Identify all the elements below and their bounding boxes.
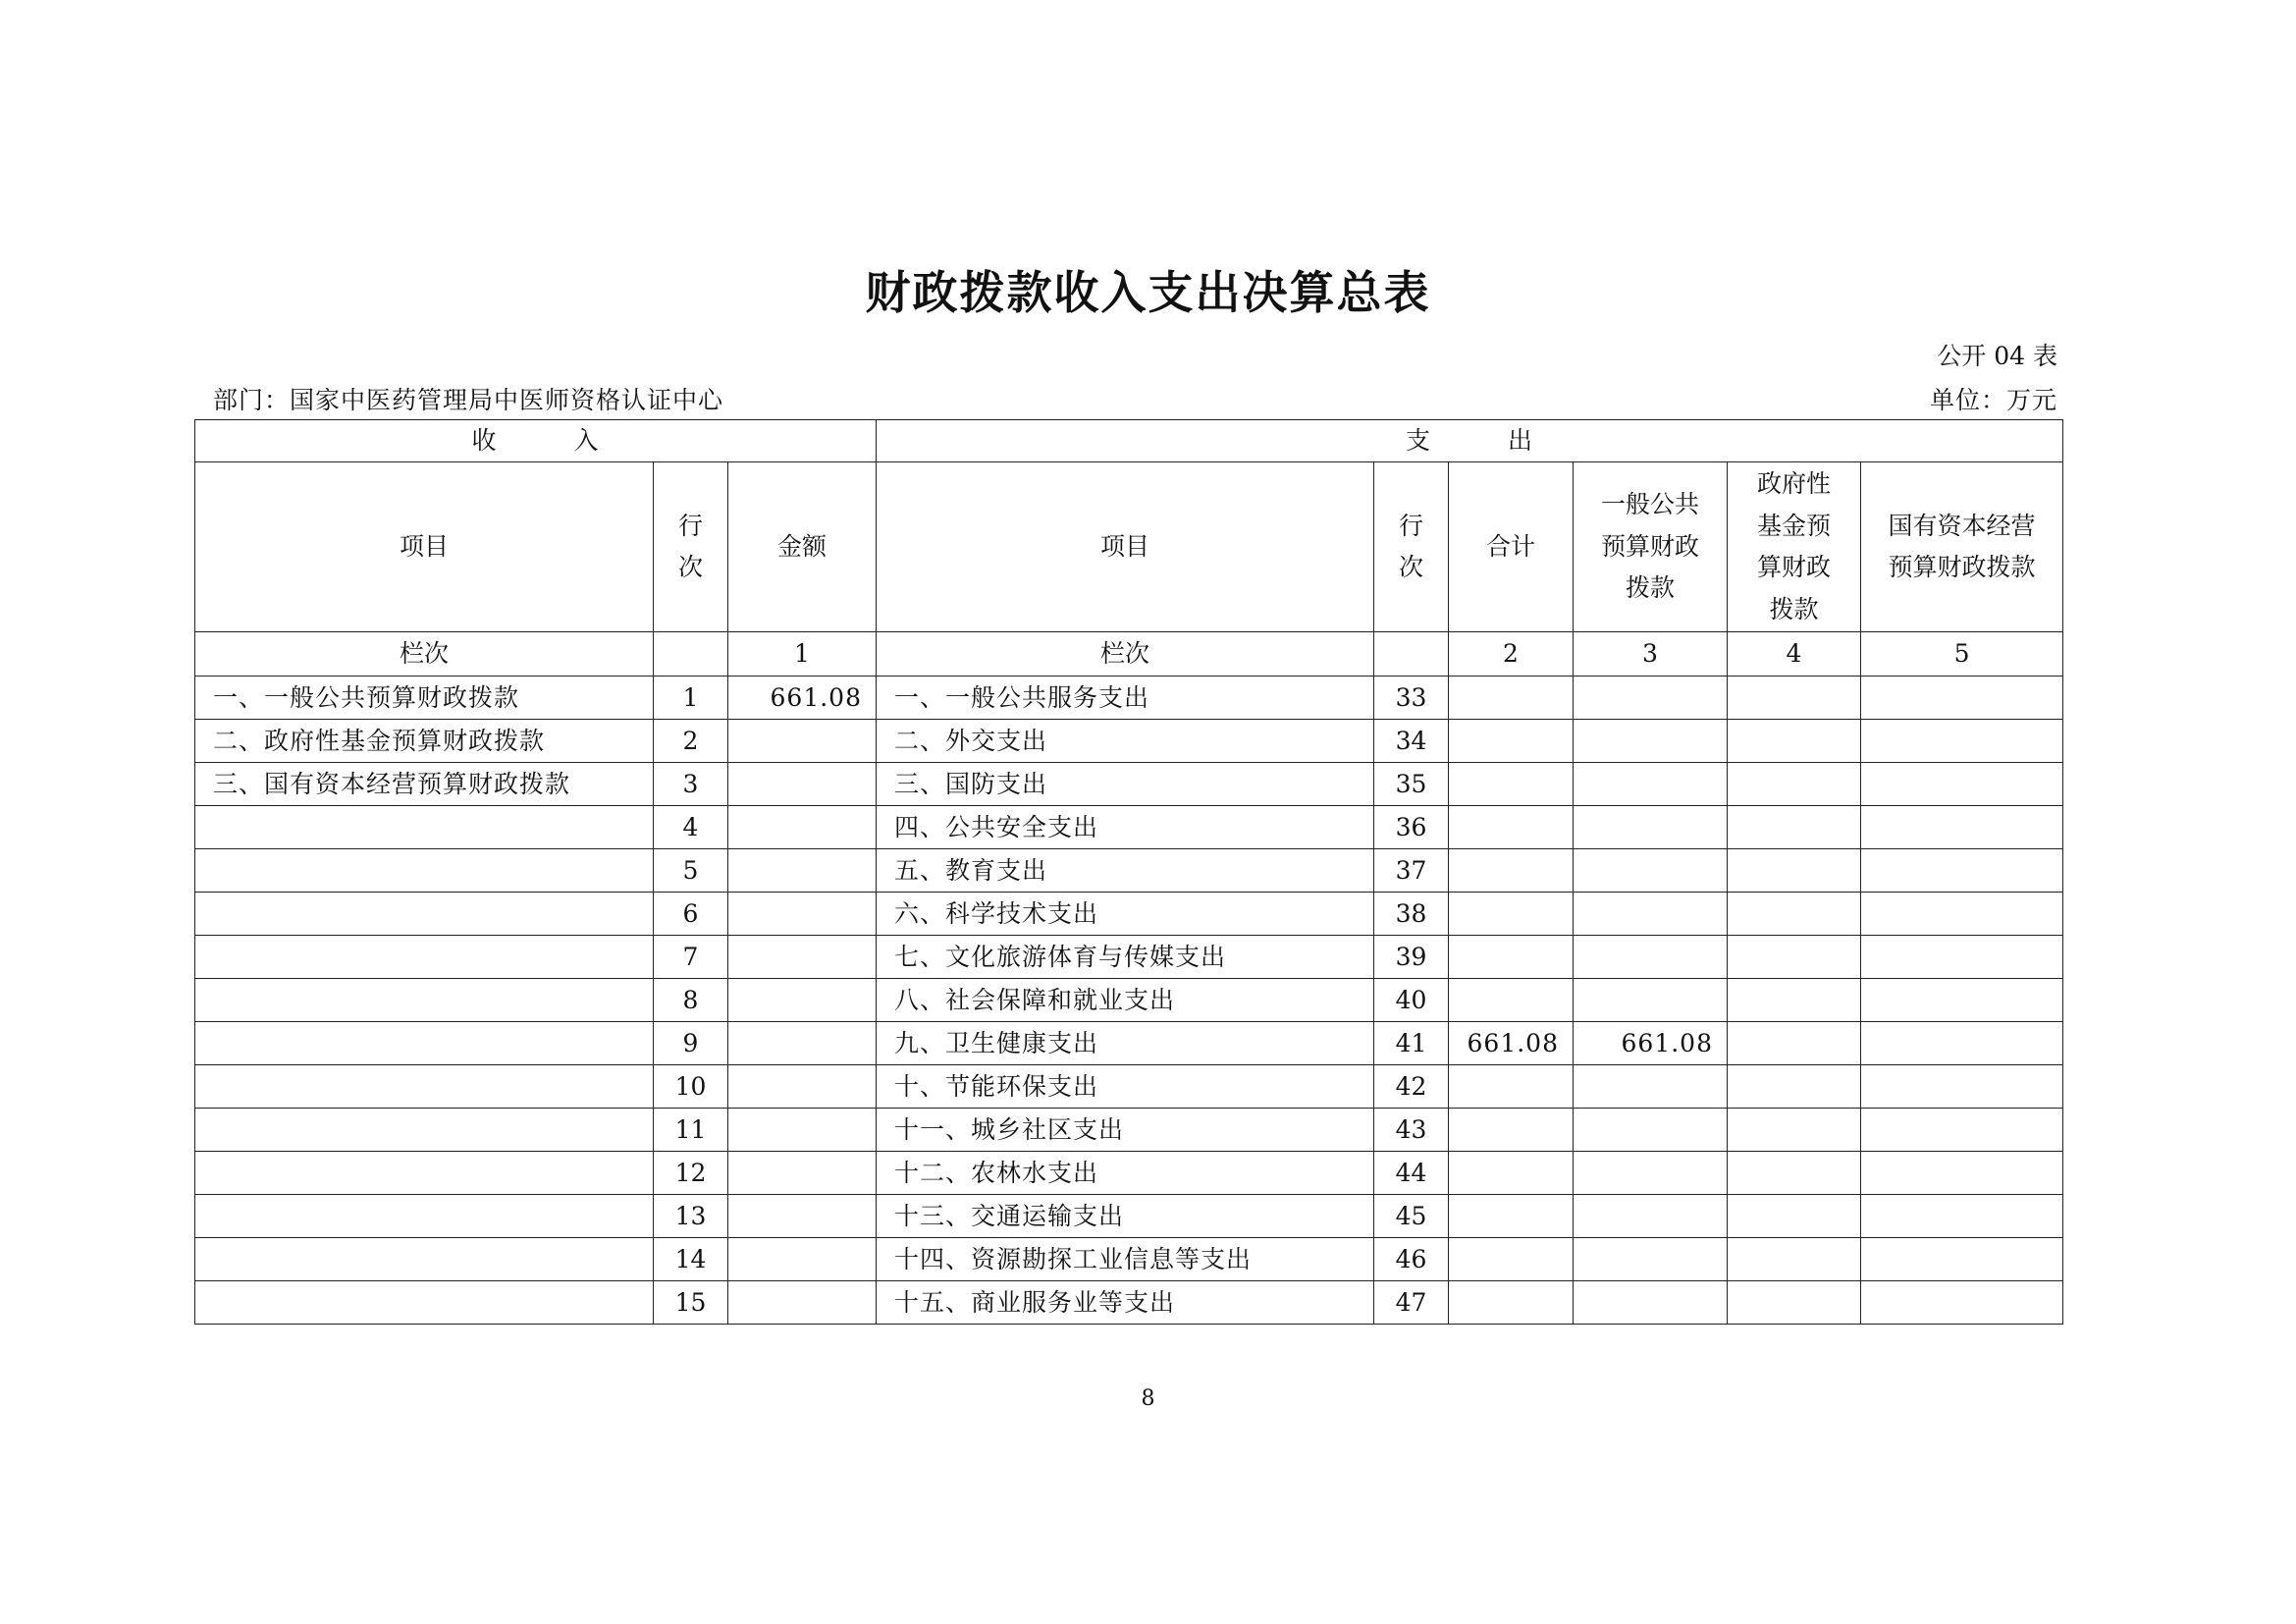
table-row: [195, 849, 2063, 893]
income-item-cell: 二、政府性基金预算财政拨款: [195, 720, 654, 763]
income-item-header: 项目: [195, 462, 654, 632]
general-public-cell: [1574, 1195, 1728, 1238]
expense-index-label: 栏次: [877, 632, 1374, 677]
expense-item-cell: 五、教育支出: [877, 849, 1374, 893]
state-capital-cell: [1861, 677, 2063, 720]
expense-item-cell: 十一、城乡社区支出: [877, 1109, 1374, 1152]
department-label: 部门：国家中医药管理局中医师资格认证中心: [213, 386, 724, 414]
gov-fund-cell: [1728, 806, 1861, 849]
expense-item-cell: 八、社会保障和就业支出: [877, 979, 1374, 1022]
expense-line-cell: 47: [1374, 1281, 1449, 1325]
general-public-cell: [1574, 763, 1728, 806]
table-row: [195, 677, 2063, 720]
income-line-header: 行次: [654, 462, 728, 632]
column-index-row: [195, 632, 2063, 677]
income-amount-index: 1: [728, 632, 877, 677]
general-public-header: 一般公共预算财政拨款: [1574, 462, 1728, 632]
state-capital-cell: [1861, 893, 2063, 936]
total-cell: [1449, 1238, 1574, 1281]
income-amount-cell: [728, 763, 877, 806]
expense-item-cell: 二、外交支出: [877, 720, 1374, 763]
gov-fund-header: 政府性基金预算财政拨款: [1728, 462, 1861, 632]
table-row: [195, 763, 2063, 806]
state-capital-index: 5: [1861, 632, 2063, 677]
expense-item-cell: 九、卫生健康支出: [877, 1022, 1374, 1065]
income-amount-cell: [728, 849, 877, 893]
income-section-header: 收 入: [195, 420, 877, 462]
section-header-row: [195, 420, 2063, 462]
page-title: 财政拨款收入支出决算总表: [865, 266, 1431, 319]
income-line-cell: 4: [654, 806, 728, 849]
expense-line-index: [1374, 632, 1449, 677]
expense-item-cell: 七、文化旅游体育与传媒支出: [877, 936, 1374, 979]
expense-item-cell: 六、科学技术支出: [877, 893, 1374, 936]
income-amount-cell: [728, 1065, 877, 1109]
expense-item-cell: 一、一般公共服务支出: [877, 677, 1374, 720]
income-amount-cell: [728, 1022, 877, 1065]
table-row: [195, 893, 2063, 936]
table-row: [195, 1109, 2063, 1152]
state-capital-cell: [1861, 1109, 2063, 1152]
total-cell: [1449, 1281, 1574, 1325]
general-public-index: 3: [1574, 632, 1728, 677]
table-row: [195, 1065, 2063, 1109]
gov-fund-cell: [1728, 1281, 1861, 1325]
total-cell: [1449, 936, 1574, 979]
total-header: 合计: [1449, 462, 1574, 632]
state-capital-cell: [1861, 720, 2063, 763]
income-item-cell: [195, 1152, 654, 1195]
general-public-cell: [1574, 979, 1728, 1022]
expense-line-cell: 35: [1374, 763, 1449, 806]
income-amount-cell: [728, 979, 877, 1022]
state-capital-cell: [1861, 849, 2063, 893]
table-row: [195, 979, 2063, 1022]
income-item-cell: [195, 849, 654, 893]
expense-line-cell: 39: [1374, 936, 1449, 979]
general-public-cell: [1574, 1109, 1728, 1152]
total-cell: [1449, 1152, 1574, 1195]
gov-fund-index: 4: [1728, 632, 1861, 677]
state-capital-cell: [1861, 1152, 2063, 1195]
gov-fund-cell: [1728, 1065, 1861, 1109]
gov-fund-cell: [1728, 893, 1861, 936]
expense-item-cell: 十五、商业服务业等支出: [877, 1281, 1374, 1325]
state-capital-header: 国有资本经营预算财政拨款: [1861, 462, 2063, 632]
income-amount-cell: [728, 1152, 877, 1195]
income-item-cell: [195, 979, 654, 1022]
expense-line-header: 行次: [1374, 462, 1449, 632]
unit-label: 单位：万元: [1929, 386, 2057, 414]
total-cell: [1449, 720, 1574, 763]
state-capital-cell: [1861, 1022, 2063, 1065]
income-amount-cell: [728, 1109, 877, 1152]
gov-fund-cell: [1728, 763, 1861, 806]
general-public-cell: 661.08: [1574, 1022, 1728, 1065]
general-public-cell: [1574, 849, 1728, 893]
table-row: [195, 1281, 2063, 1325]
income-item-cell: [195, 936, 654, 979]
income-amount-cell: [728, 936, 877, 979]
general-public-cell: [1574, 893, 1728, 936]
table-row: [195, 936, 2063, 979]
income-amount-cell: [728, 1281, 877, 1325]
income-line-cell: 10: [654, 1065, 728, 1109]
income-amount-cell: [728, 1238, 877, 1281]
total-cell: [1449, 806, 1574, 849]
total-cell: [1449, 849, 1574, 893]
table-row: [195, 1195, 2063, 1238]
total-cell: [1449, 1109, 1574, 1152]
income-line-cell: 15: [654, 1281, 728, 1325]
income-line-cell: 2: [654, 720, 728, 763]
gov-fund-cell: [1728, 1195, 1861, 1238]
total-cell: 661.08: [1449, 1022, 1574, 1065]
expense-line-cell: 36: [1374, 806, 1449, 849]
table-row: [195, 806, 2063, 849]
gov-fund-cell: [1728, 979, 1861, 1022]
total-cell: [1449, 677, 1574, 720]
state-capital-cell: [1861, 936, 2063, 979]
general-public-cell: [1574, 1281, 1728, 1325]
income-amount-cell: [728, 720, 877, 763]
total-cell: [1449, 763, 1574, 806]
expense-item-header: 项目: [877, 462, 1374, 632]
total-cell: [1449, 1065, 1574, 1109]
state-capital-cell: [1861, 806, 2063, 849]
expense-line-cell: 43: [1374, 1109, 1449, 1152]
page-number: 8: [1141, 1386, 1155, 1411]
income-line-index: [654, 632, 728, 677]
income-line-cell: 14: [654, 1238, 728, 1281]
income-amount-cell: [728, 1195, 877, 1238]
gov-fund-cell: [1728, 849, 1861, 893]
expense-item-cell: 三、国防支出: [877, 763, 1374, 806]
gov-fund-cell: [1728, 1109, 1861, 1152]
general-public-cell: [1574, 1152, 1728, 1195]
state-capital-cell: [1861, 1195, 2063, 1238]
state-capital-cell: [1861, 1065, 2063, 1109]
general-public-cell: [1574, 1065, 1728, 1109]
income-amount-header: 金额: [728, 462, 877, 632]
table-row: [195, 1152, 2063, 1195]
state-capital-cell: [1861, 763, 2063, 806]
income-line-cell: 1: [654, 677, 728, 720]
income-line-cell: 6: [654, 893, 728, 936]
expense-item-cell: 十三、交通运输支出: [877, 1195, 1374, 1238]
income-line-cell: 3: [654, 763, 728, 806]
expense-line-cell: 42: [1374, 1065, 1449, 1109]
state-capital-cell: [1861, 1281, 2063, 1325]
total-cell: [1449, 893, 1574, 936]
income-line-cell: 12: [654, 1152, 728, 1195]
expense-line-cell: 34: [1374, 720, 1449, 763]
general-public-cell: [1574, 1238, 1728, 1281]
gov-fund-cell: [1728, 1238, 1861, 1281]
expense-line-cell: 37: [1374, 849, 1449, 893]
income-item-cell: [195, 1109, 654, 1152]
table-row: [195, 1022, 2063, 1065]
income-item-cell: [195, 806, 654, 849]
general-public-cell: [1574, 720, 1728, 763]
income-line-cell: 7: [654, 936, 728, 979]
gov-fund-cell: [1728, 936, 1861, 979]
table-row: [195, 1238, 2063, 1281]
column-header-row: [195, 462, 2063, 632]
income-item-cell: [195, 1065, 654, 1109]
income-item-cell: [195, 893, 654, 936]
income-item-cell: [195, 1195, 654, 1238]
expense-line-cell: 46: [1374, 1238, 1449, 1281]
income-amount-cell: [728, 893, 877, 936]
income-index-label: 栏次: [195, 632, 654, 677]
total-cell: [1449, 979, 1574, 1022]
expense-section-header: 支 出: [877, 420, 2063, 462]
income-line-cell: 5: [654, 849, 728, 893]
appropriation-summary-table: [194, 419, 2063, 1325]
state-capital-cell: [1861, 1238, 2063, 1281]
income-item-cell: 一、一般公共预算财政拨款: [195, 677, 654, 720]
income-item-cell: [195, 1238, 654, 1281]
income-amount-cell: [728, 806, 877, 849]
general-public-cell: [1574, 806, 1728, 849]
income-amount-cell: 661.08: [728, 677, 877, 720]
expense-item-cell: 十四、资源勘探工业信息等支出: [877, 1238, 1374, 1281]
income-item-cell: 三、国有资本经营预算财政拨款: [195, 763, 654, 806]
expense-item-cell: 十二、农林水支出: [877, 1152, 1374, 1195]
gov-fund-cell: [1728, 1022, 1861, 1065]
income-item-cell: [195, 1281, 654, 1325]
expense-line-cell: 40: [1374, 979, 1449, 1022]
total-cell: [1449, 1195, 1574, 1238]
gov-fund-cell: [1728, 720, 1861, 763]
form-code: 公开 04 表: [1937, 342, 2057, 370]
state-capital-cell: [1861, 979, 2063, 1022]
general-public-cell: [1574, 936, 1728, 979]
total-index: 2: [1449, 632, 1574, 677]
income-line-cell: 11: [654, 1109, 728, 1152]
expense-line-cell: 33: [1374, 677, 1449, 720]
table-row: [195, 720, 2063, 763]
income-item-cell: [195, 1022, 654, 1065]
gov-fund-cell: [1728, 677, 1861, 720]
gov-fund-cell: [1728, 1152, 1861, 1195]
expense-line-cell: 45: [1374, 1195, 1449, 1238]
expense-line-cell: 38: [1374, 893, 1449, 936]
expense-line-cell: 44: [1374, 1152, 1449, 1195]
income-line-cell: 8: [654, 979, 728, 1022]
general-public-cell: [1574, 677, 1728, 720]
expense-item-cell: 四、公共安全支出: [877, 806, 1374, 849]
expense-line-cell: 41: [1374, 1022, 1449, 1065]
income-line-cell: 9: [654, 1022, 728, 1065]
expense-item-cell: 十、节能环保支出: [877, 1065, 1374, 1109]
income-line-cell: 13: [654, 1195, 728, 1238]
